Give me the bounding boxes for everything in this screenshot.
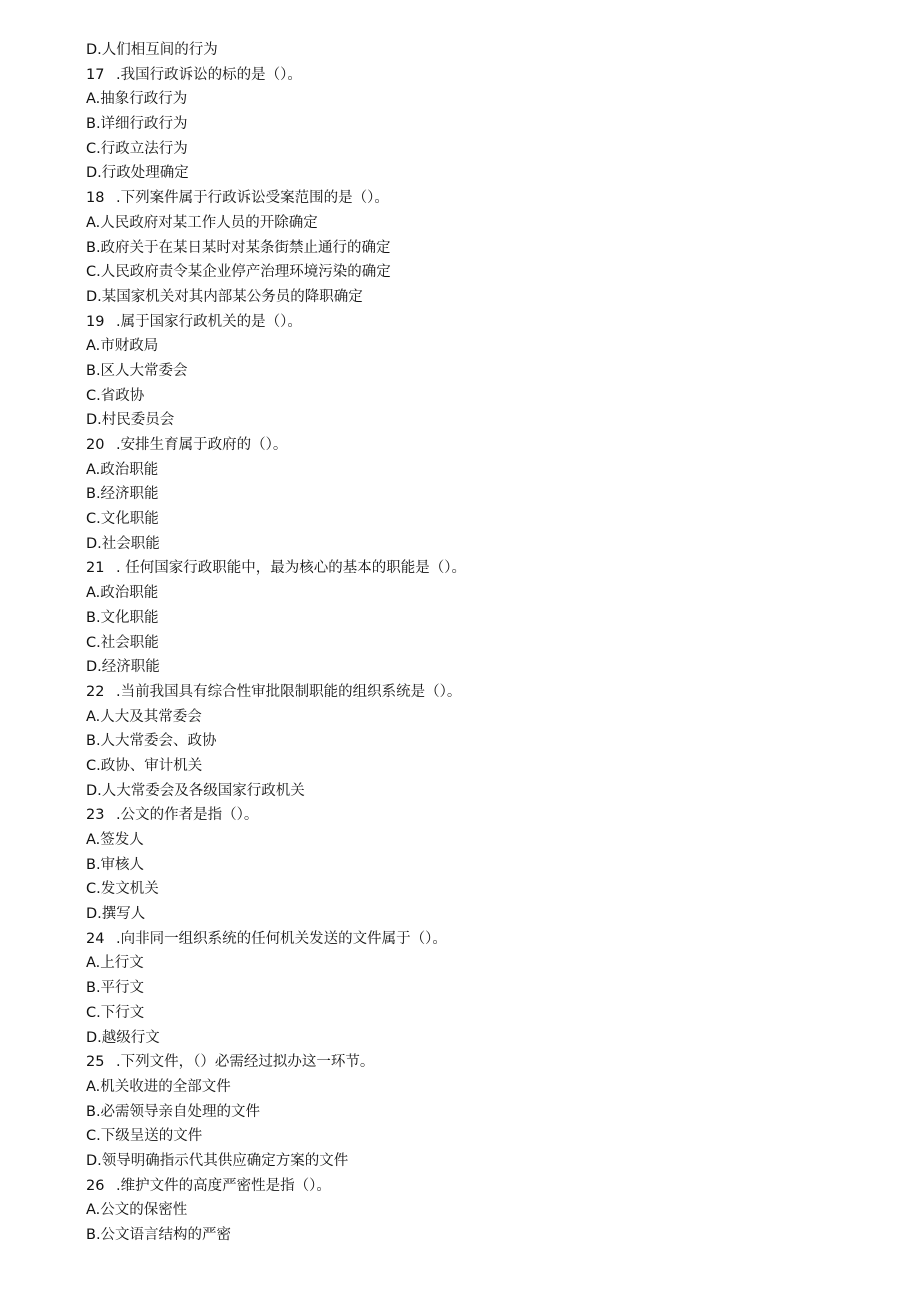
answer-option: A.市财政局 <box>86 338 159 355</box>
question-text: .下列案件属于行政诉讼受案范围的是（）。 <box>116 190 389 207</box>
answer-option: C.文化职能 <box>86 511 159 528</box>
answer-option: D.社会职能 <box>86 535 160 552</box>
question-text: .属于国家行政机关的是（）。 <box>116 313 302 330</box>
question-text: . 任何国家行政职能中，最为核心的基本的职能是（）。 <box>116 560 466 577</box>
answer-option: C.社会职能 <box>86 634 159 651</box>
question-line <box>86 556 906 581</box>
answer-option: A.上行文 <box>86 955 144 972</box>
answer-option: C.行政立法行为 <box>86 140 188 157</box>
question-number: 25 <box>86 1054 105 1071</box>
answer-option: B.政府关于在某日某时对某条街禁止通行的确定 <box>86 239 391 256</box>
answer-option: A.人民政府对某工作人员的开除确定 <box>86 214 318 231</box>
question-text: .向非同一组织系统的任何机关发送的文件属于（）。 <box>116 930 447 947</box>
answer-option: C.下行文 <box>86 1004 145 1021</box>
question-text: .公文的作者是指（）。 <box>116 807 259 824</box>
answer-option: D.领导明确指示代其供应确定方案的文件 <box>86 1152 349 1169</box>
question-number: 26 <box>86 1177 105 1194</box>
question-line <box>86 803 906 828</box>
answer-option: B.审核人 <box>86 856 145 873</box>
answer-option: B.经济职能 <box>86 486 159 503</box>
question-line <box>86 63 906 88</box>
question-text: .下列文件，（）必需经过拟办这一环节。 <box>116 1054 375 1071</box>
question-number: 17 <box>86 66 105 83</box>
answer-option: B.区人大常委会 <box>86 362 188 379</box>
answer-option: B.详细行政行为 <box>86 116 188 133</box>
question-line <box>86 433 906 458</box>
question-number: 22 <box>86 683 105 700</box>
question-text: .我国行政诉讼的标的是（）。 <box>116 66 302 83</box>
answer-option: D.某国家机关对其内部某公务员的降职确定 <box>86 288 363 305</box>
answer-option: D.人大常委会及各级国家行政机关 <box>86 782 305 799</box>
question-number: 21 <box>86 560 105 577</box>
answer-option: C.发文机关 <box>86 881 159 898</box>
answer-option: A.公文的保密性 <box>86 1202 188 1219</box>
question-line <box>86 1174 906 1199</box>
question-line <box>86 1050 906 1075</box>
question-number: 18 <box>86 190 105 207</box>
question-number: 23 <box>86 807 105 824</box>
answer-option: D.人们相互间的行为 <box>86 42 218 58</box>
answer-option: B.人大常委会、政协 <box>86 733 217 750</box>
answer-option: C.下级呈送的文件 <box>86 1128 203 1145</box>
answer-option: B.文化职能 <box>86 609 159 626</box>
question-line <box>86 310 906 335</box>
question-line <box>86 927 906 952</box>
answer-option: A.抽象行政行为 <box>86 91 188 108</box>
answer-option: C.人民政府责令某企业停产治理环境污染的确定 <box>86 264 391 281</box>
answer-option: A.签发人 <box>86 832 144 848</box>
answer-option: B.必需领导亲自处理的文件 <box>86 1103 261 1120</box>
answer-option: D.经济职能 <box>86 659 160 676</box>
answer-option: A.政治职能 <box>86 585 159 602</box>
answer-option: C.省政协 <box>86 387 145 404</box>
answer-option: B.平行文 <box>86 980 145 997</box>
question-number: 19 <box>86 313 105 330</box>
question-number: 24 <box>86 930 105 947</box>
answer-option: C.政协、审计机关 <box>86 757 203 774</box>
answer-option: B.公文语言结构的严密 <box>86 1227 232 1243</box>
answer-option: D.越级行文 <box>86 1029 160 1046</box>
answer-option: A.机关收进的全部文件 <box>86 1078 231 1095</box>
question-number: 20 <box>86 437 105 453</box>
question-text: .维护文件的高度严密性是指（）。 <box>116 1177 331 1194</box>
question-text: .安排生育属于政府的（）。 <box>116 437 288 453</box>
question-line <box>86 680 906 705</box>
answer-option: A.人大及其常委会 <box>86 708 202 725</box>
answer-option: A.政治职能 <box>86 461 159 478</box>
question-list <box>86 38 906 1248</box>
answer-option: D.撰写人 <box>86 906 146 923</box>
question-text: .当前我国具有综合性审批限制职能的组织系统是（）。 <box>116 683 462 700</box>
answer-option: D.行政处理确定 <box>86 165 189 182</box>
question-line <box>86 186 906 211</box>
answer-option: D.村民委员会 <box>86 412 175 429</box>
